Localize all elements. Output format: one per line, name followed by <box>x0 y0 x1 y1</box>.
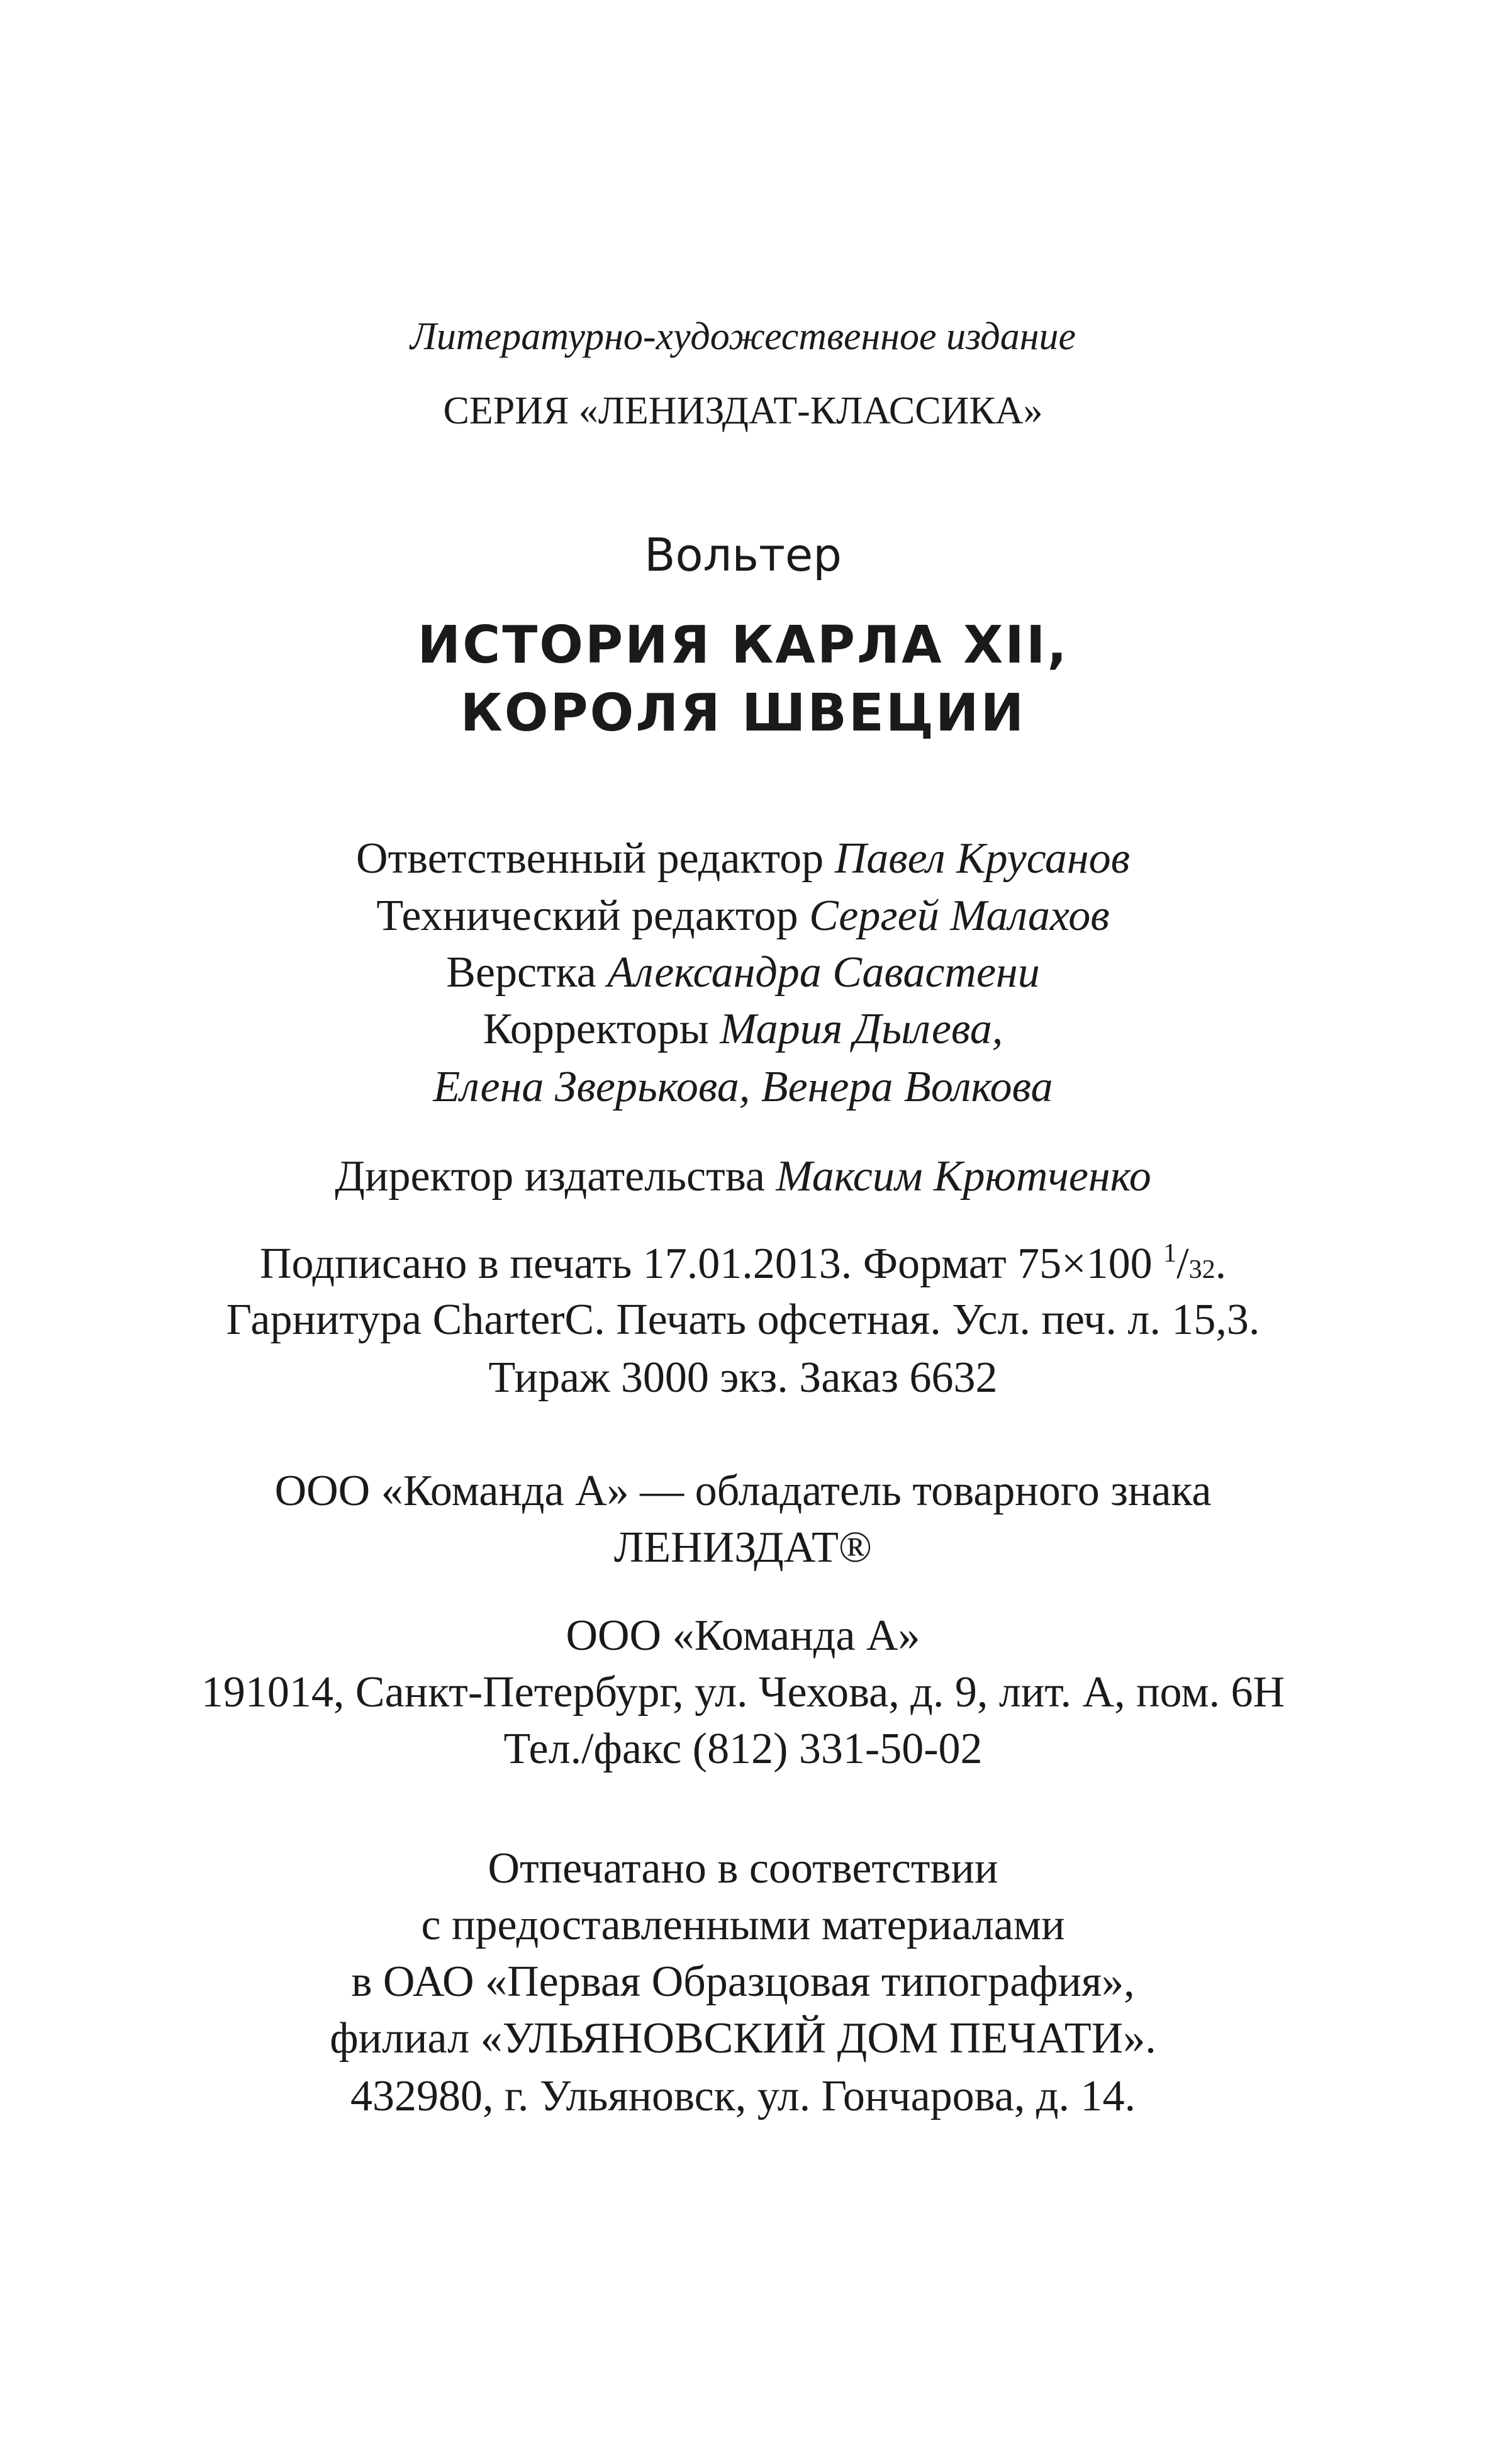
printer-line-5: 432980, г. Ульяновск, ул. Гончарова, д. 14. <box>350 2072 1136 2120</box>
book-title-line-1: ИСТОРИЯ КАРЛА XII, <box>417 615 1069 675</box>
format-numerator: 1 <box>1163 1239 1177 1268</box>
tech-editor-label: Технический редактор <box>376 892 798 940</box>
book-title-line-2: КОРОЛЯ ШВЕЦИИ <box>460 683 1026 743</box>
publisher-name: ООО «Команда А» <box>566 1611 920 1660</box>
director-name: Максим Крютченко <box>776 1152 1151 1201</box>
format-denominator: 32 <box>1188 1255 1215 1284</box>
trademark-line-2: ЛЕНИЗДАТ® <box>613 1523 873 1572</box>
edition-type: Литературно-художественное издание <box>410 315 1076 358</box>
print-run-line: Тираж 3000 экз. Заказ 6632 <box>488 1353 998 1402</box>
author-name: Вольтер <box>644 529 842 581</box>
printer-line-4: филиал «УЛЬЯНОВСКИЙ ДОМ ПЕЧАТИ». <box>330 2014 1156 2063</box>
format-dot: . <box>1215 1240 1227 1288</box>
chief-editor-credit <box>0 834 1486 884</box>
tech-editor-name: Сергей Малахов <box>809 892 1110 940</box>
layout-label: Верстка <box>446 948 596 997</box>
printer-line-1: Отпечатано в соответствии <box>488 1844 998 1893</box>
publisher-phone: Тел./факс (812) 331-50-02 <box>503 1725 983 1773</box>
layout-name: Александра Савастени <box>607 948 1040 997</box>
trademark-line-1: ООО «Команда А» — обладатель товарного знака <box>274 1467 1212 1515</box>
signed-to-print-text: Подписано в печать 17.01.2013. Формат 75×100 <box>259 1240 1153 1288</box>
director-credit <box>0 1151 1486 1202</box>
format-slash: / <box>1176 1240 1189 1288</box>
director-label: Директор издательства <box>335 1152 765 1201</box>
proofreaders-name-2: Елена Зверькова, Венера Волкова <box>433 1063 1053 1111</box>
chief-editor-name: Павел Крусанов <box>834 834 1130 883</box>
chief-editor-label: Ответственный редактор <box>356 834 824 883</box>
layout-credit <box>0 948 1486 998</box>
printer-line-3: в ОАО «Первая Образцовая типография», <box>351 1957 1135 2006</box>
series-name: СЕРИЯ «ЛЕНИЗДАТ-КЛАССИКА» <box>443 389 1043 432</box>
printer-line-2: с предоставленными материалами <box>421 1901 1065 1949</box>
tech-editor-credit <box>0 891 1486 941</box>
typeface-print-line: Гарнитура CharterC. Печать офсетная. Усл. печ. л. 15,3. <box>226 1296 1260 1344</box>
proofreaders-credit <box>0 1004 1486 1055</box>
format-fraction <box>1163 1240 1226 1288</box>
signed-to-print-line <box>0 1238 1486 1289</box>
proofreaders-label: Корректоры <box>483 1005 709 1053</box>
proofreaders-name-1: Мария Дылева, <box>720 1005 1003 1053</box>
publisher-address: 191014, Санкт-Петербург, ул. Чехова, д. 9, лит. А, пом. 6Н <box>201 1668 1285 1716</box>
